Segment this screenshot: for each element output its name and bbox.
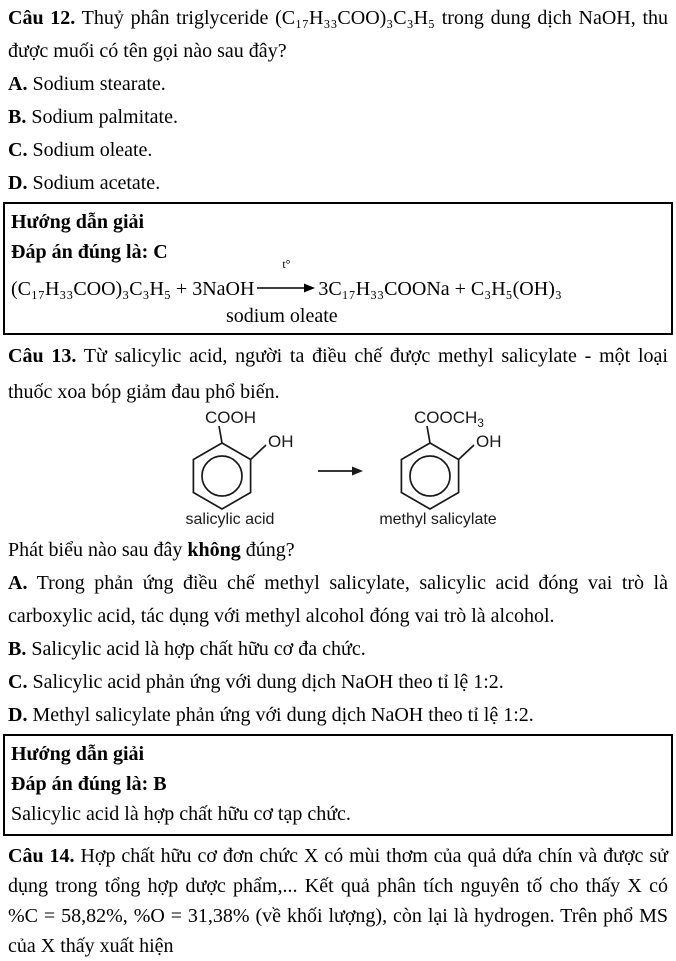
right-structure-caption: methyl salicylate <box>379 511 497 528</box>
q14-question <box>8 841 668 961</box>
right-top-group-label <box>414 410 484 430</box>
option-text: Sodium stearate. <box>32 73 166 95</box>
option-letter: A. <box>8 572 28 594</box>
option-letter: B. <box>8 638 27 660</box>
left-oh-group-label: OH <box>268 432 294 451</box>
q12-solution-box <box>3 202 673 335</box>
q12-option-c <box>8 134 668 167</box>
methyl-salicylate-structure <box>401 426 474 509</box>
aromatic-circle <box>410 456 450 496</box>
option-letter: D. <box>8 704 28 726</box>
equation-note: sodium oleate <box>226 305 338 327</box>
option-text: Trong phản ứng điều chế methyl salicylate, salicylic acid đóng vai trò là carboxylic acid, tác dụng với methyl alcohol đóng vai trò là alcohol. <box>8 572 668 627</box>
option-text: Salicylic acid phản ứng với dung dịch NaOH theo tỉ lệ 1:2. <box>32 671 504 693</box>
q14-label: Câu 14. <box>8 845 75 867</box>
q13-prompt <box>8 534 668 567</box>
solution-text: Salicylic acid là hợp chất hữu cơ tạp chức. <box>11 803 351 825</box>
q12-option-d <box>8 167 668 200</box>
aromatic-circle <box>202 456 242 496</box>
oh-bond <box>251 445 266 460</box>
arrow-condition-label: t° <box>282 257 291 271</box>
option-letter: B. <box>8 106 27 128</box>
q13-stem-text: Từ salicylic acid, người ta điều chế được methyl salicylate - một loại thuốc xoa bóp giảm đau phổ biến. <box>8 345 668 403</box>
q12-stem-text: Thuỷ phân triglyceride (C₁₇H₃₃COO)₃C₃H₅ trong dung dịch NaOH, thu được muối có tên gọi nào sau đây? <box>8 7 669 62</box>
cooh-bond <box>219 426 222 443</box>
equation-rhs: 3C₁₇H₃₃COONa + C₃H₅(OH)₃ <box>318 278 562 300</box>
solution-heading: Hướng dẫn giải <box>11 211 145 233</box>
left-structure-caption: salicylic acid <box>185 511 275 528</box>
option-letter: C. <box>8 139 28 161</box>
q13-question <box>8 338 668 410</box>
right-arrow-icon <box>257 282 315 294</box>
figure-arrow-icon <box>318 467 363 476</box>
salicylic-to-methyl-salicylate-figure <box>8 410 668 534</box>
q13-option-c <box>8 666 668 699</box>
option-text: Sodium palmitate. <box>31 106 178 128</box>
q13-solution-box <box>3 734 673 836</box>
option-text: Sodium oleate. <box>32 139 153 161</box>
option-letter: C. <box>8 671 28 693</box>
right-top-group-main: COOCH <box>414 410 478 427</box>
right-oh-group-label: OH <box>476 432 502 451</box>
cooch3-bond <box>427 426 430 443</box>
right-top-group-subscript: 3 <box>477 416 484 430</box>
reaction-equation <box>11 257 663 304</box>
q12-option-a <box>8 68 668 101</box>
option-text: Methyl salicylate phản ứng với dung dịch NaOH theo tỉ lệ 1:2. <box>32 704 534 726</box>
equation-lhs: (C₁₇H₃₃COO)₃C₃H₅ + 3NaOH <box>11 278 255 300</box>
oh-bond <box>459 445 474 460</box>
q13-option-b <box>8 633 668 666</box>
q13-option-a <box>8 567 668 633</box>
q12-question <box>8 2 668 68</box>
q14-stem-text: Hợp chất hữu cơ đơn chức X có mùi thơm của quả dứa chín và được sử dụng trong tổng hợp dược phẩm,... Kết quả phân tích nguyên tố cho thấy X có %C = 58,82%, %O = 31,38% (về khối lượng), còn lại là hydrogen. Trên phổ MS của X thấy xuất hiện <box>8 845 669 957</box>
q13-option-d <box>8 699 668 732</box>
salicylic-acid-structure <box>193 426 266 509</box>
q13-prompt-bold: không <box>187 539 241 561</box>
q12-option-b <box>8 101 668 134</box>
q13-label: Câu 13. <box>8 345 77 367</box>
solution-answer: Đáp án đúng là: B <box>11 773 167 795</box>
q13-prompt-post: đúng? <box>240 539 295 561</box>
option-text: Sodium acetate. <box>32 172 161 194</box>
option-text: Salicylic acid là hợp chất hữu cơ đa chức. <box>31 638 366 660</box>
q13-prompt-pre: Phát biểu nào sau đây <box>8 539 188 561</box>
reaction-figure <box>8 410 668 534</box>
left-top-group-label: COOH <box>205 410 256 427</box>
option-letter: A. <box>8 73 28 95</box>
option-letter: D. <box>8 172 28 194</box>
solution-answer: Đáp án đúng là: C <box>11 241 168 263</box>
q12-label: Câu 12. <box>8 7 76 29</box>
reaction-arrow <box>257 257 315 303</box>
solution-heading: Hướng dẫn giải <box>11 743 145 765</box>
